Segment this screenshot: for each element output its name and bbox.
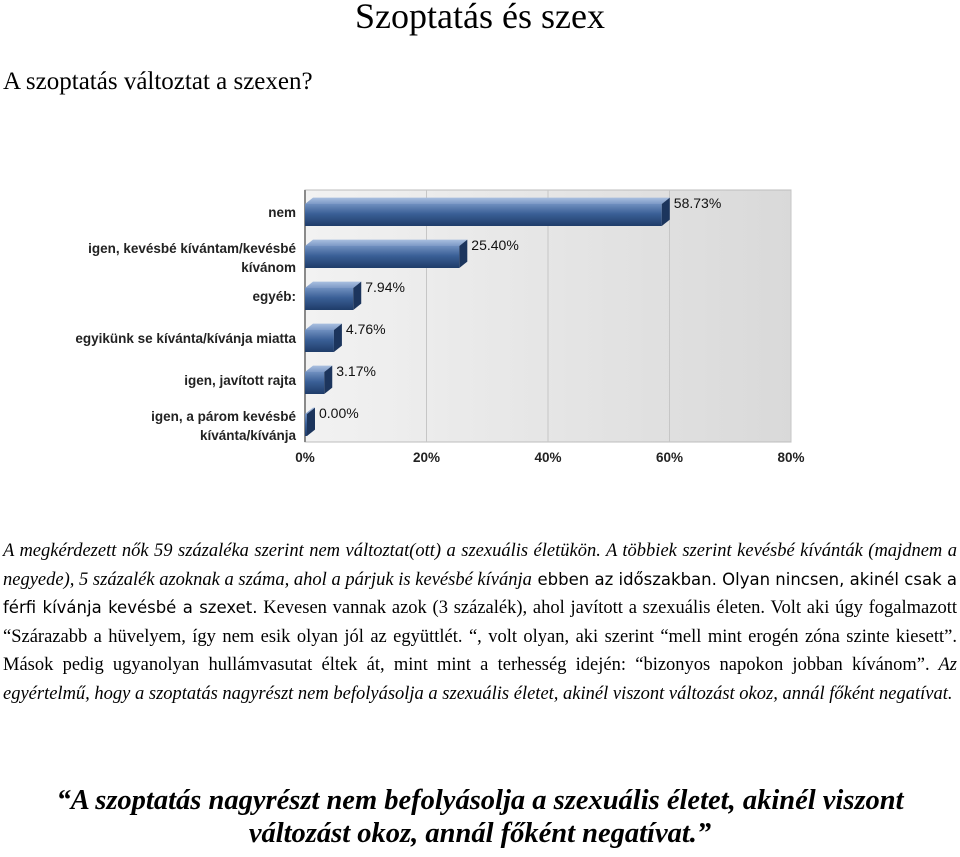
category-label: egyéb: xyxy=(252,289,296,304)
bar xyxy=(305,366,332,394)
value-label: 25.40% xyxy=(471,237,519,253)
category-label: igen, javított rajta xyxy=(184,373,296,388)
bar-front-face xyxy=(305,414,307,436)
value-label: 58.73% xyxy=(673,195,722,211)
x-tick-label: 0% xyxy=(295,450,315,465)
value-label: 4.76% xyxy=(345,321,386,337)
x-tick-label: 20% xyxy=(412,450,441,465)
paragraph-part-1: A megkérdezett nők 59 százaléka szerint nem változtat(ott) a szexuális életükön. A többiek szerint kevésbé kívánták (majdnem a negyede), 5 százalék azoknak a száma, ahol a párjuk is kevésbé kívánja xyxy=(3,541,957,590)
category-label: egyikünk se kívánta/kívánja miatta xyxy=(75,331,296,346)
value-label: 7.94% xyxy=(365,279,405,295)
x-tick-labels xyxy=(295,450,804,465)
description-paragraph xyxy=(3,537,957,709)
category-label: igen, kevésbé kívántam/kevésbé kívánom xyxy=(88,241,296,275)
paragraph-part-3: Kevesen vannak azok (3 százalék), ahol javított a szexuális életen. xyxy=(257,598,766,619)
category-labels xyxy=(75,205,296,443)
survey-bar-chart xyxy=(0,180,960,470)
page-title: Szoptatás és szex xyxy=(355,0,605,36)
bar-front-face xyxy=(305,246,459,268)
question-heading: A szoptatás változtat a szexen? xyxy=(3,68,313,95)
x-tick-label: 60% xyxy=(655,450,684,465)
conclusion-line-2: változást okoz, annál főként negatívat.” xyxy=(248,818,712,849)
conclusion-quote xyxy=(0,784,960,850)
bar xyxy=(305,282,361,310)
bar xyxy=(305,324,342,352)
bar xyxy=(305,240,467,268)
bar-top-face xyxy=(305,198,670,204)
bar-top-face xyxy=(305,282,361,288)
value-label: 3.17% xyxy=(336,363,376,379)
bar-top-face xyxy=(305,240,467,246)
paragraph-part-2: ebben az időszakban. Olyan nincsen, akinél csak a férfi kívánja kevésbé a szexet. xyxy=(3,569,957,618)
category-label: nem xyxy=(268,205,296,220)
paragraph-part-5: Az egyértelmű, hogy a szoptatás nagyrészt nem befolyásolja a szexuális életet, akinél viszont változást okoz, annál főként negatívat. xyxy=(3,655,957,704)
bar-front-face xyxy=(305,204,662,226)
category-label: igen, a párom kevésbé kívánta/kívánja xyxy=(151,409,296,443)
value-label: 0.00% xyxy=(319,405,359,421)
conclusion-line-1: “A szoptatás nagyrészt nem befolyásolja a szexuális életet, akinél viszont xyxy=(56,785,904,816)
bar-front-face xyxy=(305,330,334,352)
bar-front-face xyxy=(305,288,353,310)
x-tick-label: 40% xyxy=(534,450,562,465)
x-tick-label: 80% xyxy=(777,450,805,465)
bar-front-face xyxy=(305,372,324,394)
paragraph-part-4: Volt aki úgy fogalmazott “Szárazabb a hüvelyem, így nem esik olyan jól az együttlét. “, volt olyan, aki szerint “mell mint erogén zóna szinte kiesett”. Mások pedig ugyanolyan hullámvasutat éltek át, mint mint a terhesség idején: “bizonyos napokon jobban kívánom”. xyxy=(3,598,957,676)
bar xyxy=(305,198,670,226)
